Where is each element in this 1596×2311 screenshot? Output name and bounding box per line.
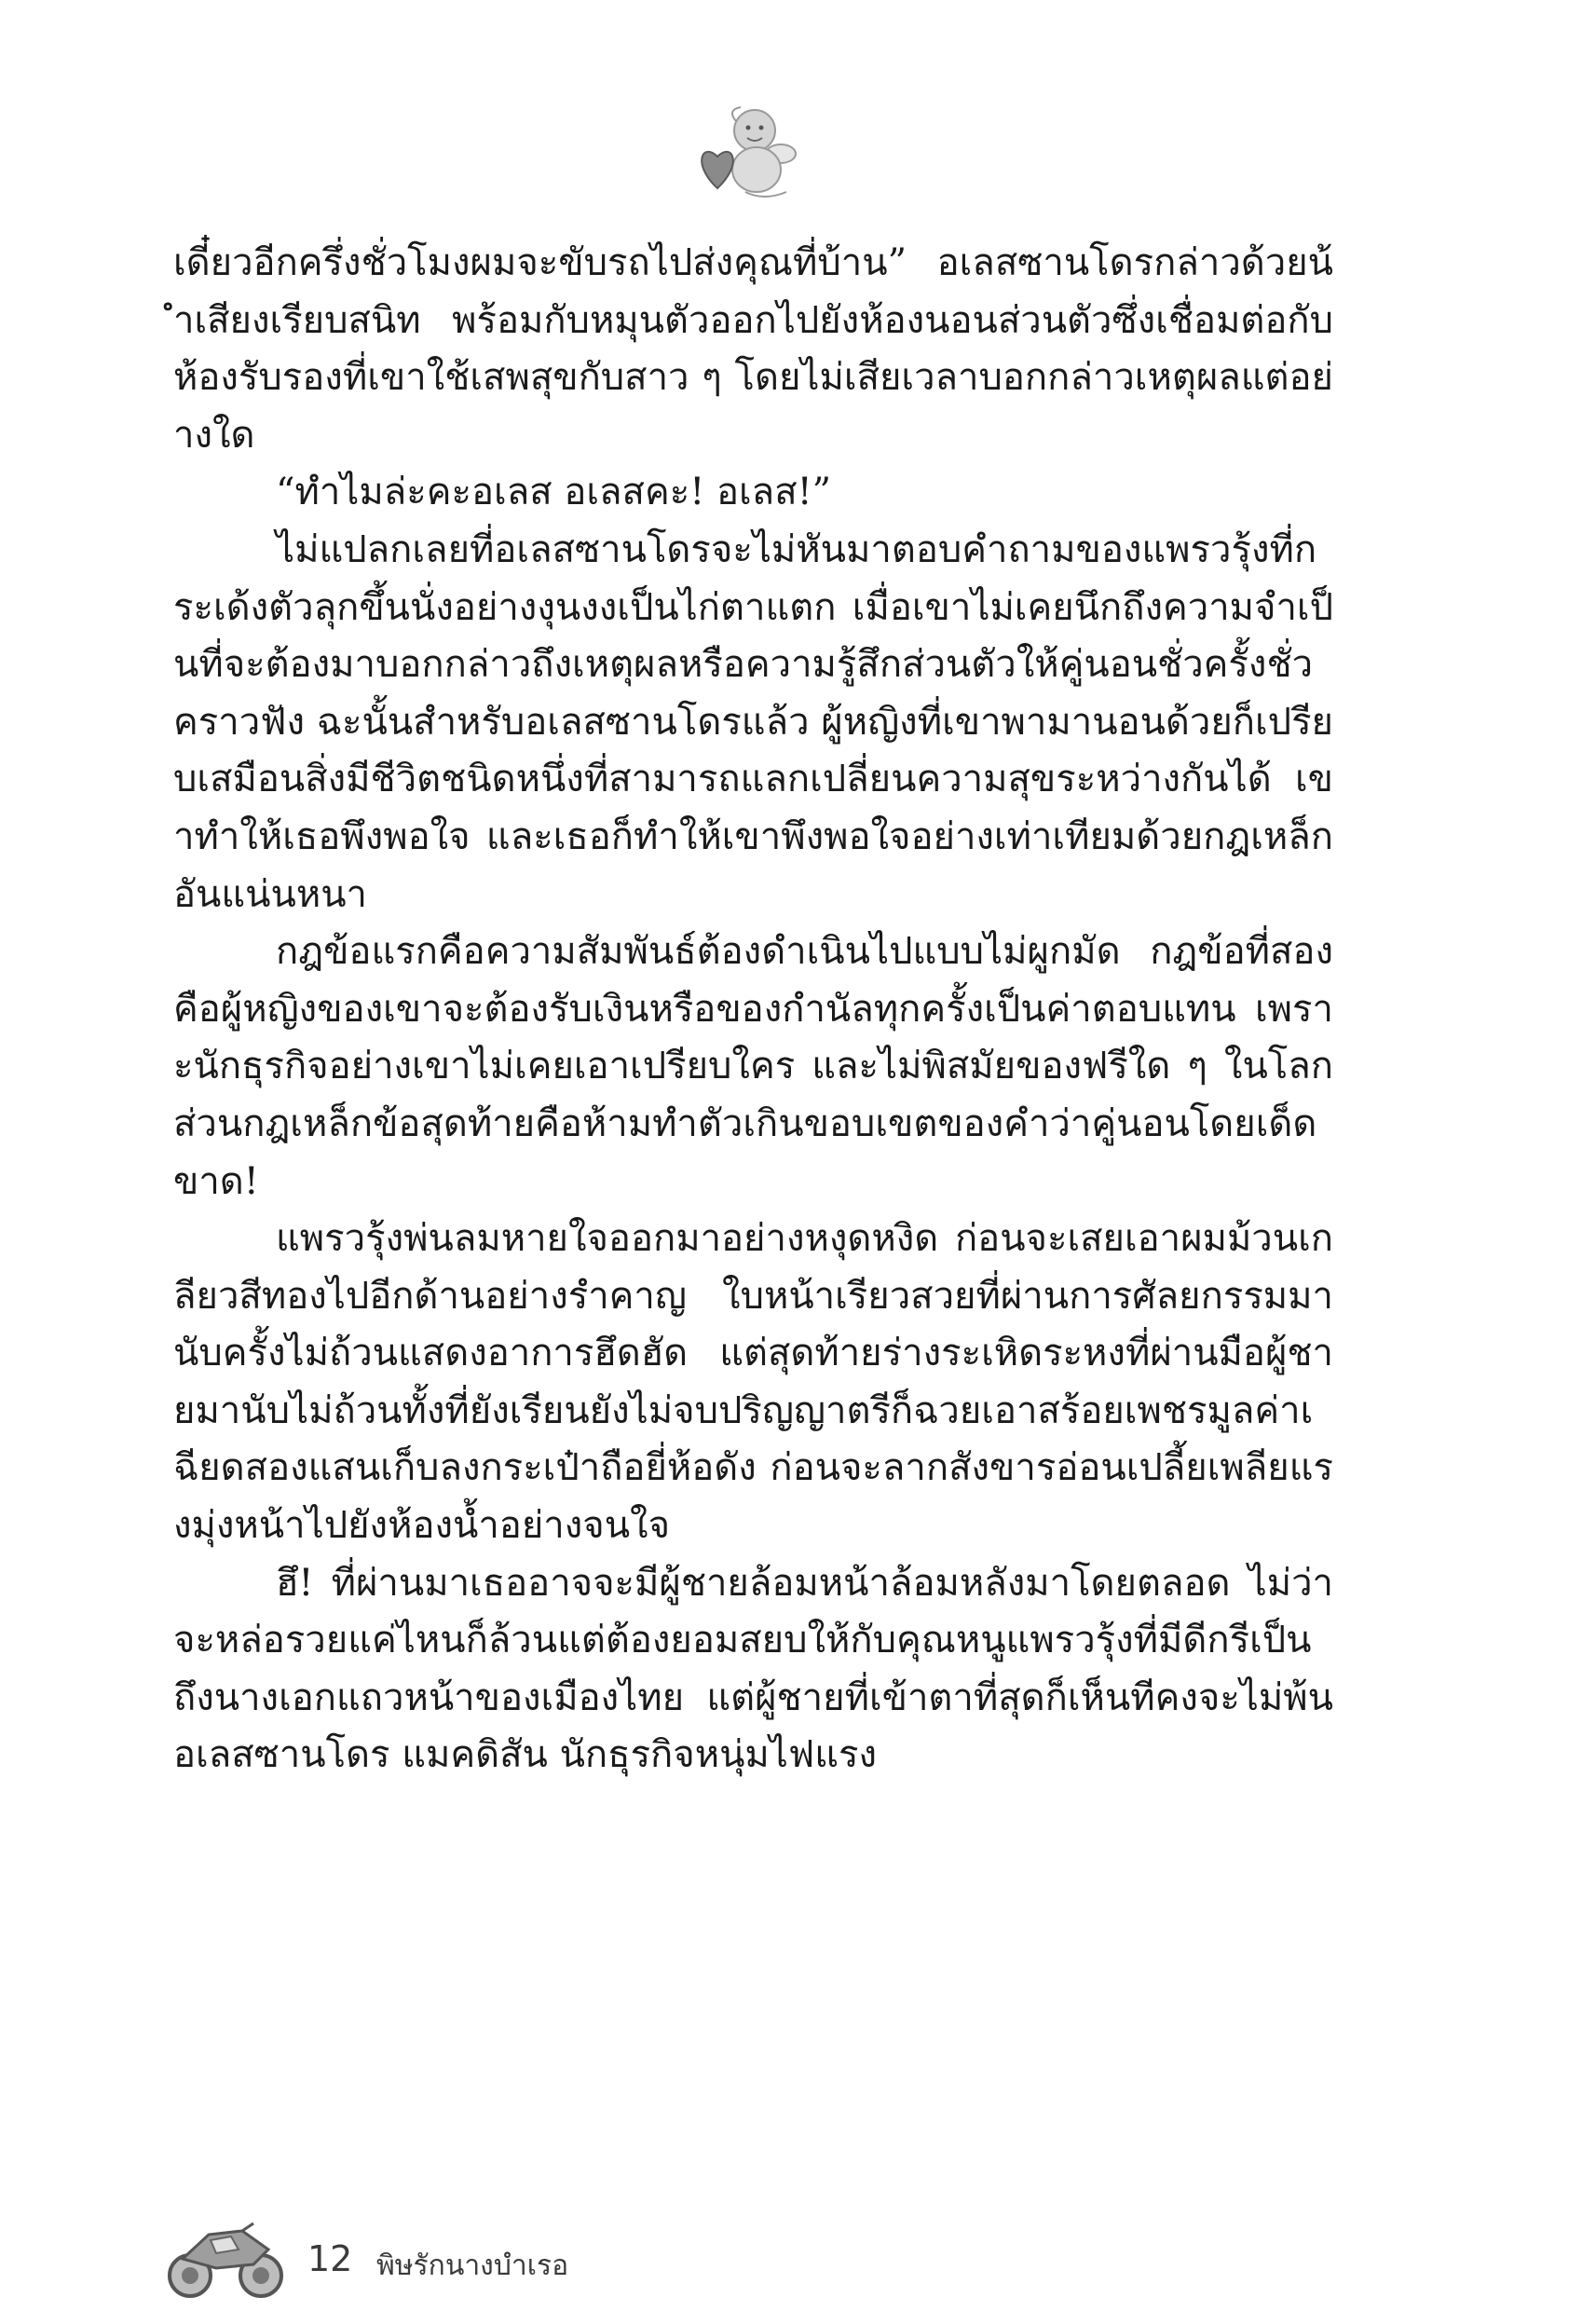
cupid-with-heart-icon	[689, 103, 801, 205]
page-footer	[0, 2218, 1596, 2311]
page-number: 12	[307, 2238, 353, 2279]
paragraph: แพรวรุ้งพ่นลมหายใจออกมาอย่างหงุดหงิด ก่อนจะเสยเอาผมม้วนเกลียวสีทองไปอีกด้านอย่างรำคาญ ใบหน้าเรียวสวยที่ผ่านการศัลยกรรมมานับครั้งไม่ถ้วนแสดงอาการฮึดฮัด แต่สุดท้ายร่างระเหิดระหงที่ผ่านมือผู้ชายมานับไม่ถ้วนทั้งที่ยังเรียนยังไม่จบปริญญาตรีก็ฉวยเอาสร้อยเพชรมูลค่าเฉียดสองแสนเก็บลงกระเป๋าถือยี่ห้อดัง ก่อนจะลากสังขารอ่อนเปลี้ยเพลียแรงมุ่งหน้าไปยังห้องน้ำอย่างจนใจ	[173, 1217, 1333, 1548]
motorcycle-icon	[164, 2218, 285, 2302]
paragraph: ฮึ! ที่ผ่านมาเธออาจจะมีผู้ชายล้อมหน้าล้อมหลังมาโดยตลอด ไม่ว่าจะหล่อรวยแค่ไหนก็ล้วนแต่ต้องยอมสยบให้กับคุณหนูแพรวรุ้งที่มีดีกรีเป็นถึงนางเอกแถวหน้าของเมืองไทย แต่ผู้ชายที่เข้าตาที่สุดก็เห็นทีคงจะไม่พ้น อเลสซานโดร แมคดิสัน นักธุรกิจหนุ่มไฟแรง	[173, 1561, 1333, 1777]
book-title: พิษรักนางบำเรอ	[376, 2249, 569, 2282]
chapter-body	[173, 235, 1333, 1785]
paragraph: “ทำไมล่ะคะอเลส อเลสคะ! อเลส!”	[276, 471, 832, 514]
paragraph: กฎข้อแรกคือความสัมพันธ์ต้องดำเนินไปแบบไม่ผูกมัด กฎข้อที่สองคือผู้หญิงของเขาจะต้องรับเงินหรือของกำนัลทุกครั้งเป็นค่าตอบแทน เพราะนักธุรกิจอย่างเขาไม่เคยเอาเปรียบใคร และไม่พิสมัยของฟรีใด ๆ ในโลก ส่วนกฎเหล็กข้อสุดท้ายคือห้ามทำตัวเกินขอบเขตของคำว่าคู่นอนโดยเด็ดขาด!	[173, 930, 1333, 1203]
paragraph: ไม่แปลกเลยที่อเลสซานโดรจะไม่หันมาตอบคำถามของแพรวรุ้งที่กระเด้งตัวลุกขึ้นนั่งอย่างงุนงงเป็นไก่ตาแตก เมื่อเขาไม่เคยนึกถึงความจำเป็นที่จะต้องมาบอกกล่าวถึงเหตุผลหรือความรู้สึกส่วนตัวให้คู่นอนชั่วครั้งชั่วคราวฟัง ฉะนั้นสำหรับอเลสซานโดรแล้ว ผู้หญิงที่เขาพามานอนด้วยก็เปรียบเสมือนสิ่งมีชีวิตชนิดหนึ่งที่สามารถแลกเปลี่ยนความสุขระหว่างกันได้ เขาทำให้เธอพึงพอใจ และเธอก็ทำให้เขาพึงพอใจอย่างเท่าเทียมด้วยกฎเหล็กอันแน่นหนา	[173, 527, 1333, 916]
paragraph: เดี๋ยวอีกครึ่งชั่วโมงผมจะขับรถไปส่งคุณที่บ้าน” อเลสซานโดรกล่าวด้วยน้ำเสียงเรียบสนิท พร้อมกับหมุนตัวออกไปยังห้องนอนส่วนตัวซึ่งเชื่อมต่อกับห้องรับรองที่เขาใช้เสพสุขกับสาว ๆ โดยไม่เสียเวลาบอกกล่าวเหตุผลแต่อย่างใด	[173, 241, 1333, 457]
